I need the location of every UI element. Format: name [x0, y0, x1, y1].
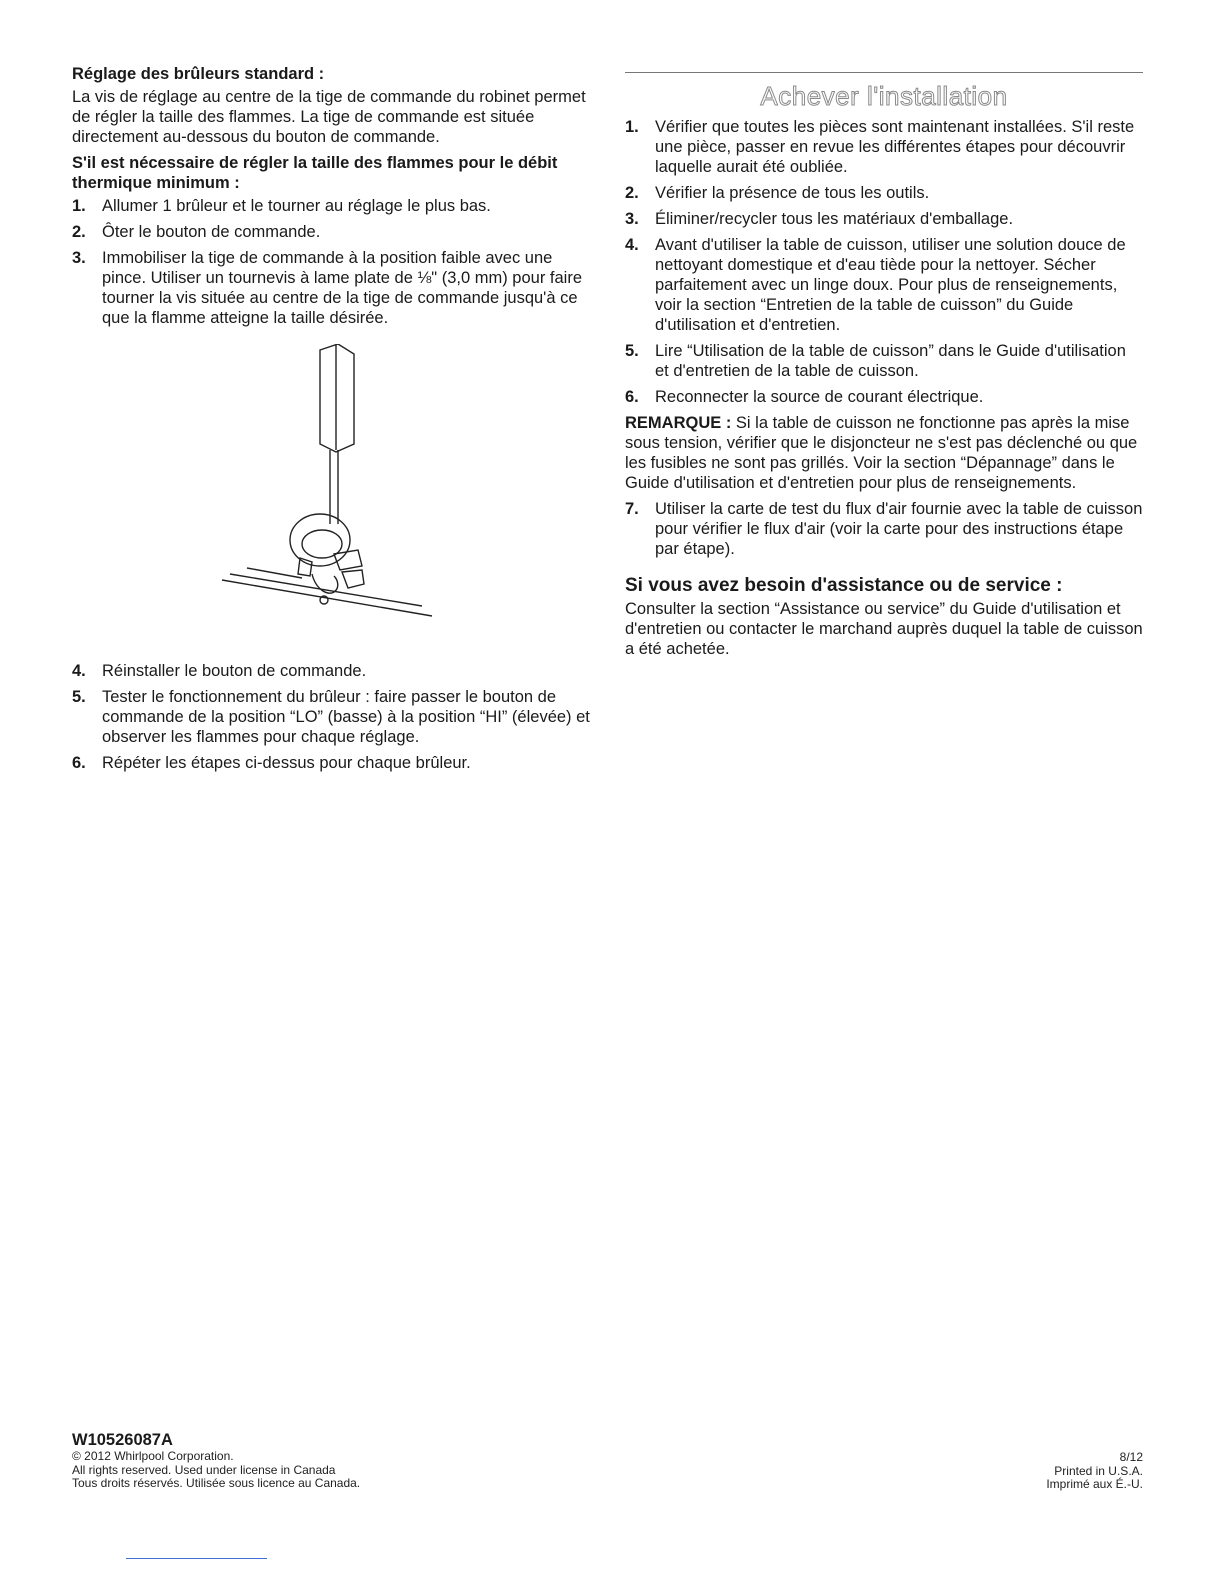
airflow-steps-list: [625, 499, 1143, 559]
finish-steps-list: [72, 661, 592, 773]
list-item: 7. Utiliser la carte de test du flux d'air fournie avec la table de cuisson pour vérifier le flux d'air (voir la carte pour des instructions étape par étape).: [625, 500, 1143, 558]
list-item: 4. Réinstaller le bouton de commande.: [72, 662, 367, 680]
list-item: 5. Lire “Utilisation de la table de cuisson” dans le Guide d'utilisation et d'entretien de la table de cuisson.: [625, 342, 1126, 380]
intro-paragraph: La vis de réglage au centre de la tige de commande du robinet permet de régler la taille des flammes. La tige de commande est située directement au-dessous du bouton de commande.: [72, 88, 586, 146]
list-item: 3. Éliminer/recycler tous les matériaux d'emballage.: [625, 210, 1014, 228]
list-item: 2. Ôter le bouton de commande.: [72, 223, 321, 241]
bottom-divider: [126, 1558, 267, 1559]
service-paragraph: Consulter la section “Assistance ou service” du Guide d'utilisation et d'entretien ou contacter le marchand auprès duquel la table de cuisson a été achetée.: [625, 600, 1143, 658]
list-item: 2. Vérifier la présence de tous les outils.: [625, 184, 930, 202]
footer-left: [72, 1430, 360, 1491]
printed-french: Imprimé aux É.-U.: [1046, 1477, 1143, 1491]
left-column: [72, 64, 592, 779]
list-item: 4. Avant d'utiliser la table de cuisson, utiliser une solution douce de nettoyant domestique et d'eau tiède pour la nettoyer. Sécher parfaitement avec un linge doux. Pour plus de renseignements, voir la section “Entretien de la table de cuisson” du Guide d'utilisation et d'entretien.: [625, 236, 1126, 334]
rights-english: All rights reserved. Used under license in Canada: [72, 1462, 336, 1477]
adjust-steps-list: [72, 196, 592, 328]
list-item: 6. Répéter les étapes ci-dessus pour chaque brûleur.: [72, 754, 471, 772]
list-item: 5. Tester le fonctionnement du brûleur : faire passer le bouton de commande de la position “LO” (basse) à la position “HI” (élevée) et observer les flammes pour chaque réglage.: [72, 688, 590, 746]
printed-english: Printed in U.S.A.: [1054, 1463, 1143, 1478]
footer-right: [1046, 1451, 1143, 1492]
rights-french: Tous droits réservés. Utilisée sous licence au Canada.: [72, 1476, 361, 1490]
section-title: Achever l'installation: [760, 81, 1008, 111]
document-id: W10526087A: [72, 1431, 173, 1449]
standard-burner-heading: Réglage des brûleurs standard :: [72, 65, 325, 83]
min-flame-subheading: S'il est nécessaire de régler la taille des flammes pour le débit thermique minimum :: [72, 154, 558, 192]
note-text: Si la table de cuisson ne fonctionne pas après la mise sous tension, vérifier que le disjoncteur ne s'est pas déclenché ou que les fusibles ne sont pas grillés. Voir la section “Dépannage” dans le Guide d'utilisation et d'entretien pour plus de renseignements.: [625, 414, 1138, 492]
note-label: REMARQUE :: [625, 414, 732, 432]
note-paragraph: [625, 413, 1143, 493]
copyright: © 2012 Whirlpool Corporation.: [72, 1449, 234, 1463]
list-item: 1. Vérifier que toutes les pièces sont maintenant installées. S'il reste une pièce, passer en revue les différentes étapes pour découvrir laquelle aurait été oubliée.: [625, 118, 1135, 176]
list-item: 1. Allumer 1 brûleur et le tourner au réglage le plus bas.: [72, 197, 491, 215]
install-steps-list: [625, 117, 1143, 407]
screwdriver-valve-illustration: [72, 344, 592, 644]
list-item: 6. Reconnecter la source de courant électrique.: [625, 388, 984, 406]
section-divider: [625, 72, 1143, 73]
right-column: [625, 64, 1143, 663]
service-heading: Si vous avez besoin d'assistance ou de service :: [625, 575, 1063, 596]
list-item: 3. Immobiliser la tige de commande à la position faible avec une pince. Utiliser un tournevis à lame plate de ⅛" (3,0 mm) pour faire tourner la vis située au centre de la tige de commande jusqu'à ce que la flamme atteigne la taille désirée.: [72, 249, 582, 327]
print-date: 8/12: [1119, 1450, 1143, 1464]
